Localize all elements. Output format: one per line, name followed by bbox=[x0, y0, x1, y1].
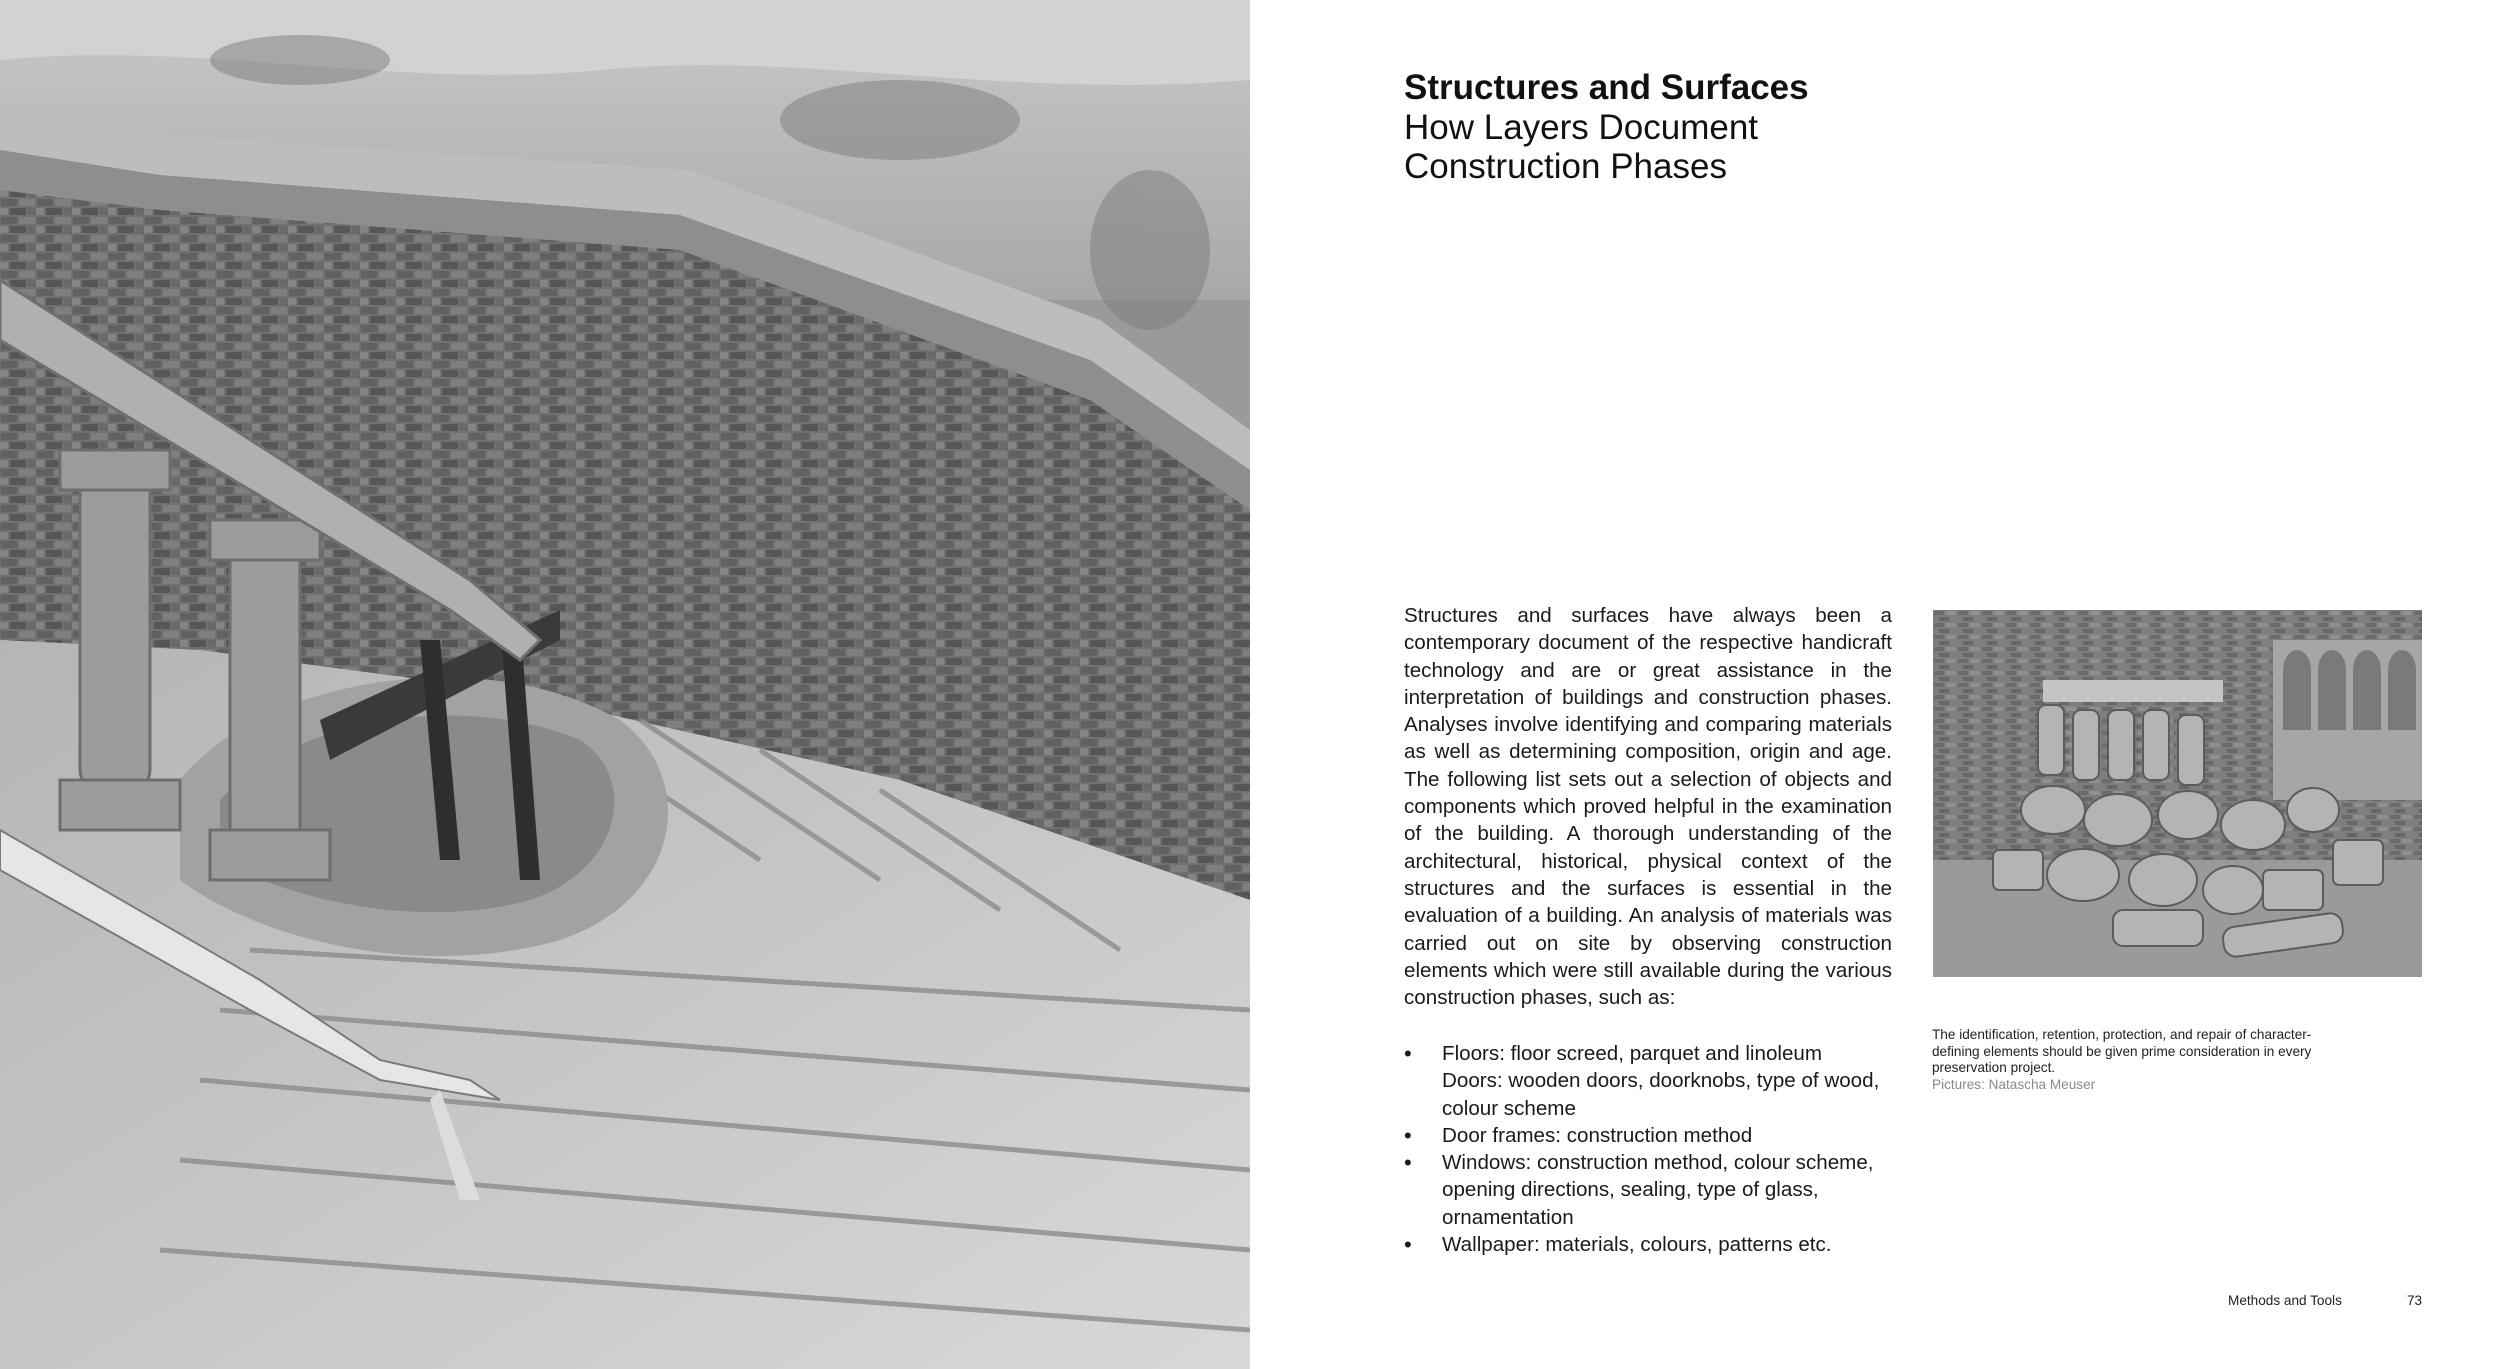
component-list bbox=[1404, 1040, 1904, 1258]
balusters-photo bbox=[1933, 610, 2422, 977]
list-item: • Windows: construction method, colour scheme, opening directions, sealing, type of glass, ornamentation bbox=[1404, 1149, 1904, 1231]
list-item: Doors: wooden doors, doorknobs, type of wood, colour scheme bbox=[1442, 1069, 1880, 1120]
photo-credit: Pictures: Natascha Meuser bbox=[1932, 1076, 2096, 1092]
list-item: • Wallpaper: materials, colours, patterns etc. bbox=[1404, 1231, 1904, 1258]
chapter-heading bbox=[1404, 68, 2004, 186]
body-paragraph: Structures and surfaces have always been a contemporary document of the respective handicraft technology and are or great assistance in the interpretation of buildings and construction phases. Analyses involve identifying and comparing materials as well as determining composition, origin and age. The following list sets out a selection of objects and components which proved helpful in the examination of the building. A thorough understanding of the architectural, historical, physical context of the structures and the surfaces is essential in the evaluation of a building. An analysis of materials was carried out on site by observing construction elements which were still available during the various construction phases, such as: bbox=[1404, 604, 1892, 1010]
photo-caption bbox=[1932, 1027, 2352, 1093]
chapter-subtitle: How Layers Document Construction Phases bbox=[1404, 108, 1759, 186]
list-item: • Door frames: construction method bbox=[1404, 1122, 1904, 1149]
caption-text: The identification, retention, protection, and repair of character-defining elements should be given prime consideration in every preservation project. bbox=[1932, 1027, 2312, 1076]
list-item: • Floors: floor screed, parquet and linoleum bbox=[1404, 1040, 1904, 1067]
running-footer-section: Methods and Tools bbox=[2228, 1293, 2342, 1308]
chapter-title: Structures and Surfaces bbox=[1404, 68, 1809, 107]
page-number: 73 bbox=[2407, 1293, 2423, 1308]
